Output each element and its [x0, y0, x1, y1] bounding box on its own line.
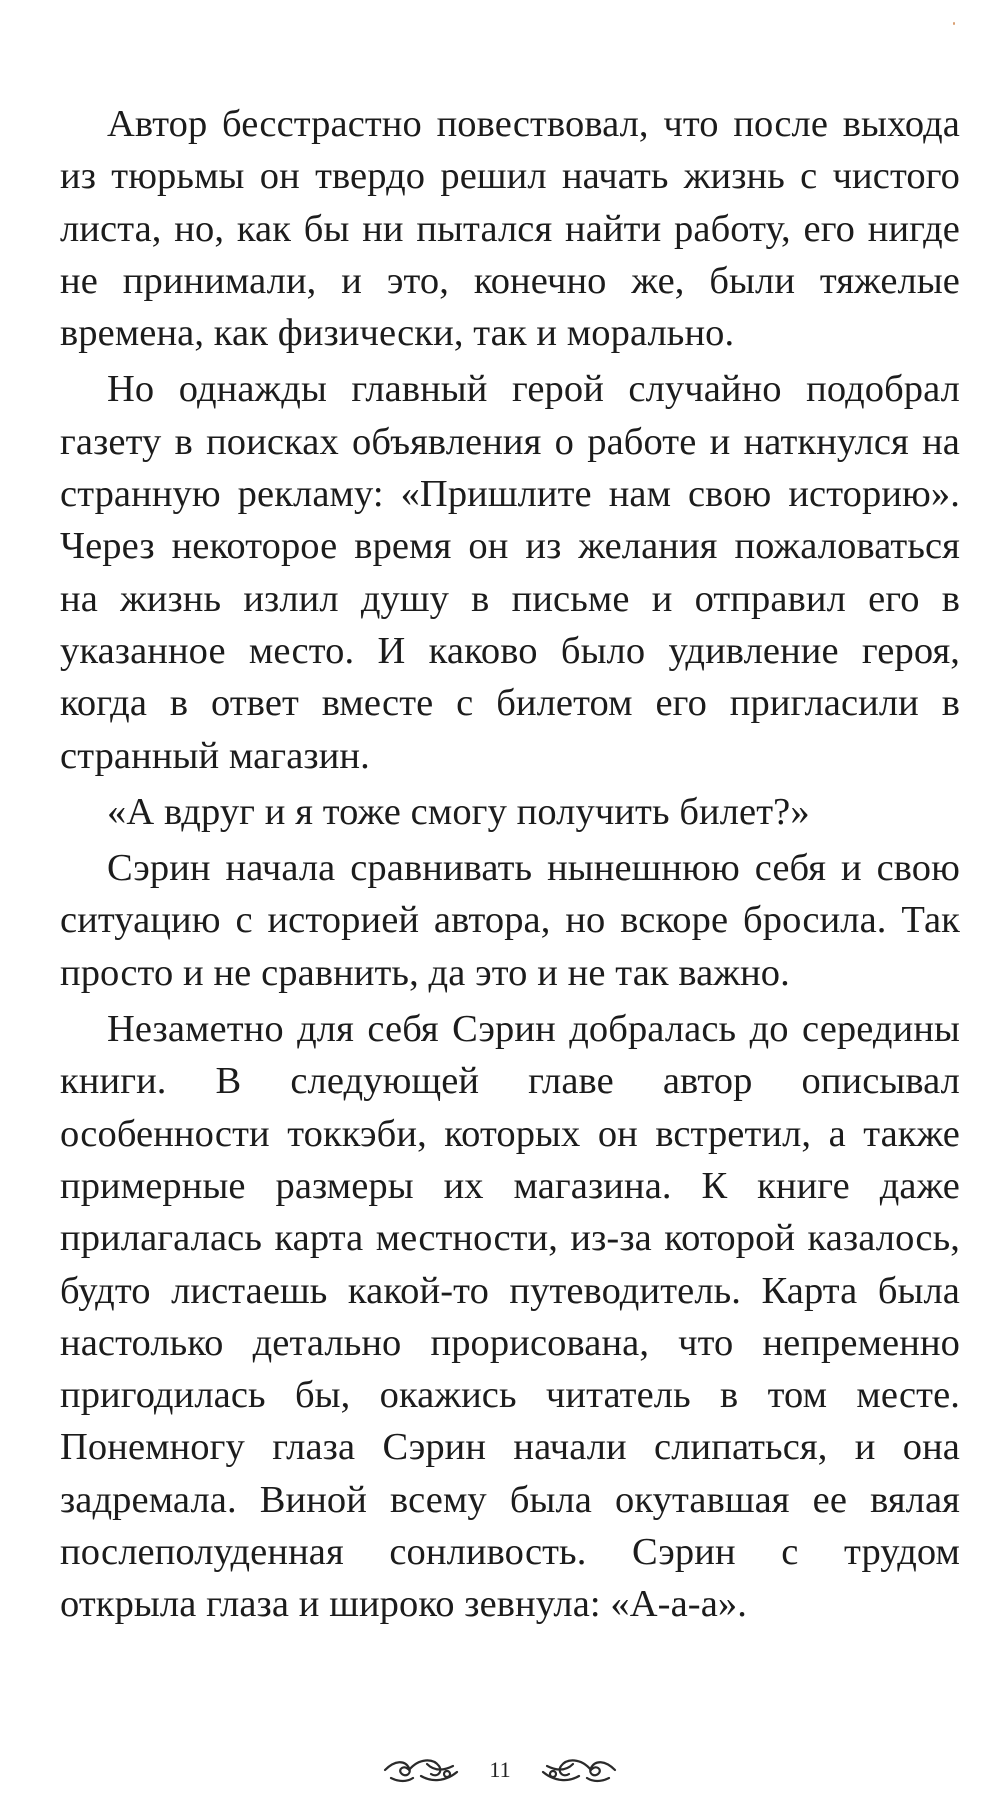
flourish-ornament-right-icon: [537, 1752, 619, 1788]
body-text: [60, 98, 960, 1631]
paragraph-3: «А вдруг и я тоже смогу получить билет?»: [107, 790, 810, 833]
paragraph-1: Автор бесстрастно повествовал, что после выхода из тюрьмы он твердо решил начать жизнь с чистого листа, но, как бы ни пытался найти работу, его нигде не принимали, и это, конечно же, были тяжелые времена, как физически, так и морально.: [60, 103, 960, 355]
page-footer: [0, 1750, 1000, 1790]
paper-speck: [953, 22, 955, 25]
paragraph-2: Но однажды главный герой случайно подобрал газету в поисках объявления о работе и наткнулся на странную рекламу: «Пришлите нам свою историю». Через некоторое время он из желания пожаловаться на жизнь излил душу в письме и отправил его в указанное место. И каково было удивление героя, когда в ответ вместе с билетом его пригласили в странный магазин.: [60, 368, 960, 777]
page-number: 11: [489, 1757, 511, 1782]
paragraph-5: Незаметно для себя Сэрин добралась до середины книги. В следующей главе автор описывал особенности токкэби, которых он встретил, а также примерные размеры их магазина. К книге даже прилагалась карта местности, из-за которой казалось, будто листаешь какой-то путеводитель. Карта была настолько детально прорисована, что непременно пригодилась бы, окажись читатель в том месте. Понемногу глаза Сэрин начали слипаться, и она задремала. Виной всему была окутавшая ее вялая послеполуденная сонливость. Сэрин с трудом открыла глаза и широко зевнула: «А-а-а».: [60, 1008, 960, 1626]
paragraph-4: Сэрин начала сравнивать нынешнюю себя и свою ситуацию с историей автора, но вскоре бросила. Так просто и не сравнить, да это и не так важно.: [60, 847, 960, 994]
flourish-ornament-left-icon: [381, 1752, 463, 1788]
